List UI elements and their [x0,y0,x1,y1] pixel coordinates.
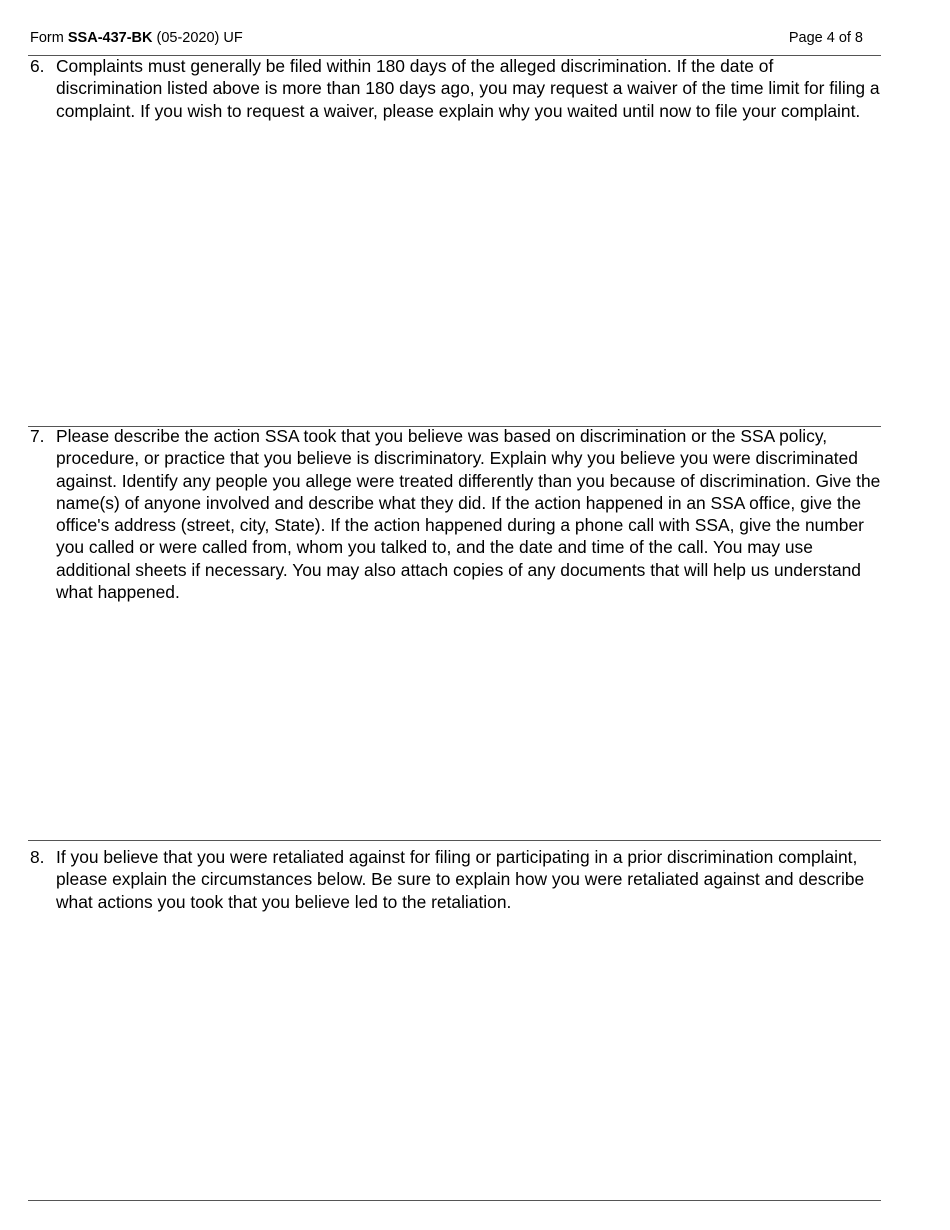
question-7 [28,425,883,603]
divider-bottom [28,1200,881,1201]
question-6 [28,55,883,122]
question-7-number: 7. [30,426,45,446]
question-8-number: 8. [30,847,45,867]
form-identifier [30,29,243,47]
form-number: SSA-437-BK [67,30,153,46]
question-6-number: 6. [30,56,45,76]
question-6-text: Complaints must generally be filed within 180 days of the alleged discrimination. If the date of discrimination listed above is more than 180 days ago, you may request a waiver of the time limit for filing a complaint. If you wish to request a waiver, please explain why you waited until now to file your complaint. [56,56,880,121]
page-header [30,29,863,47]
form-revision: (05-2020) UF [156,30,243,46]
question-6-answer-field[interactable] [28,150,881,422]
question-8-answer-field[interactable] [28,920,881,1196]
divider-7-8 [28,840,881,841]
question-7-answer-field[interactable] [28,610,881,836]
question-8-text: If you believe that you were retaliated against for filing or participating in a prior discrimination complaint, please explain the circumstances below. Be sure to explain how you were retaliated against and describe what actions you took that you believe led to the retaliation. [56,847,865,912]
question-7-text: Please describe the action SSA took that you believe was based on discrimination or the SSA policy, procedure, or practice that you believe is discriminatory. Explain why you believe you were discriminated against. Identify any people you allege were treated differently than you because of discrimination. Give the name(s) of anyone involved and describe what they did. If the action happened in an SSA office, give the office's address (street, city, State). If the action happened during a phone call with SSA, give the number you called or were called from, whom you talked to, and the date and time of the call. You may use additional sheets if necessary. You may also attach copies of any documents that will help us understand what happened. [56,426,881,603]
form-prefix: Form [30,30,64,46]
question-8 [28,846,883,913]
page-number: Page 4 of 8 [788,30,863,46]
